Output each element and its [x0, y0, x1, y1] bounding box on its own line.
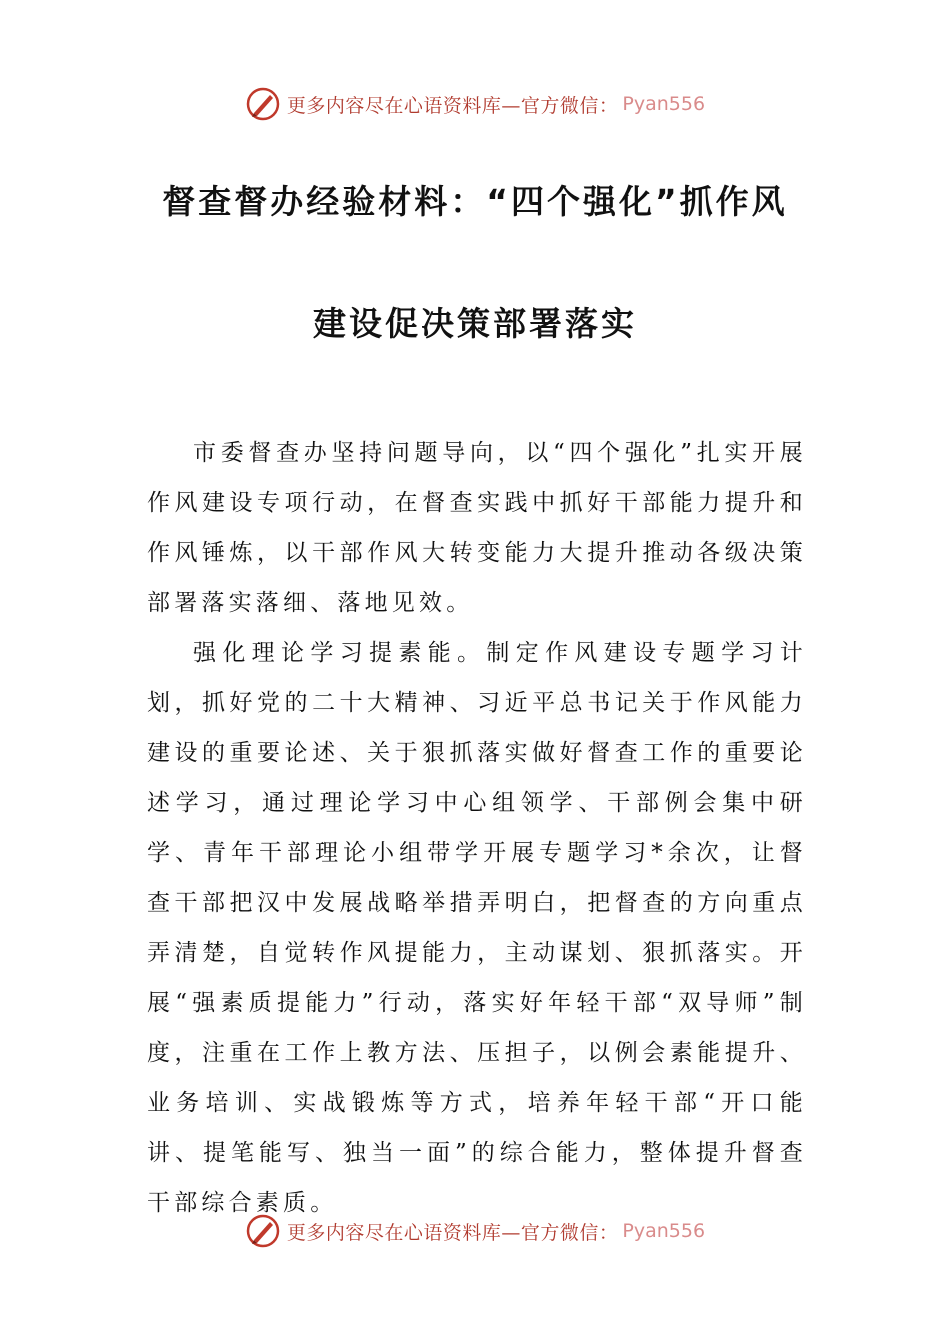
header-watermark-banner — [0, 84, 950, 124]
banner-text: 更多内容尽在心语资料库—官方微信： — [286, 1221, 619, 1244]
paragraph-intro: 市委督查办坚持问题导向，以“四个强化”扎实开展作风建设专项行动，在督查实践中抓好干部能力提升和作风锤炼，以干部作风大转变能力大提升推动各级决策部署落实落细、落地见效。 — [147, 440, 807, 616]
banner-text: 更多内容尽在心语资料库—官方微信： — [286, 94, 619, 117]
paragraph-theory-study: 强化理论学习提素能。制定作风建设专题学习计划，抓好党的二十大精神、习近平总书记关于作风能力建设的重要论述、关于狠抓落实做好督查工作的重要论述学习，通过理论学习中心组领学、干部例会集中研学、青年干部理论小组带学开展专题学习*余次，让督查干部把汉中发展战略举措弄明白，把督查的方向重点弄清楚，自觉转作风提能力，主动谋划、狠抓落实。开展“强素质提能力”行动，落实好年轻干部“双导师”制度，注重在工作上教方法、压担子，以例会素能提升、业务培训、实战锻炼等方式，培养年轻干部“开口能讲、提笔能写、独当一面”的综合能力，整体提升督查干部综合素质。 — [147, 640, 807, 1216]
document-title-line-1: 督查督办经验材料：“四个强化”抓作风 — [162, 182, 788, 221]
footer-watermark-banner — [0, 1211, 950, 1251]
pen-logo-icon — [245, 1213, 281, 1249]
banner-wechat-id: Pyan556 — [622, 1220, 706, 1242]
pen-logo-icon — [245, 86, 281, 122]
document-title-line-2: 建设促决策部署落实 — [313, 304, 637, 343]
banner-wechat-id: Pyan556 — [622, 93, 706, 115]
document-body — [147, 428, 807, 1228]
